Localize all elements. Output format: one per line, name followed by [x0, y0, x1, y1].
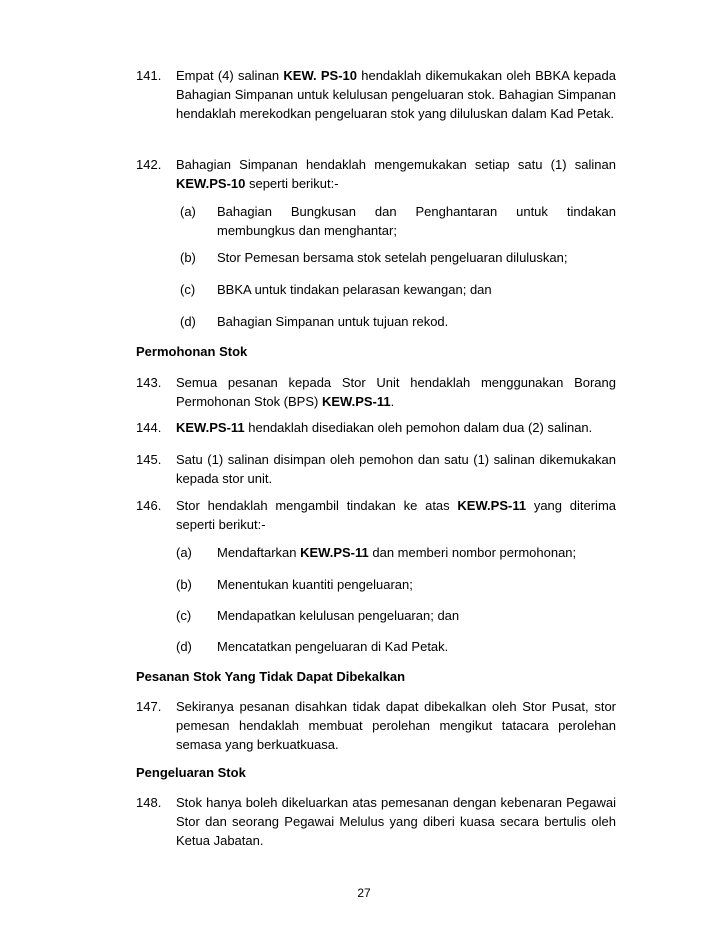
- list-item: (a) Mendaftarkan KEW.PS-11 dan memberi nombor permohonan;: [176, 545, 577, 560]
- section-heading: Pengeluaran Stok: [136, 765, 246, 780]
- paragraph-text: Satu (1) salinan disimpan oleh pemohon dan satu (1) salinan dikemukakan kepada stor unit.: [176, 452, 616, 486]
- paragraph-148: [136, 793, 616, 850]
- list-item: (a) Bahagian Bungkusan dan Penghantaran untuk tindakan membungkus dan menghantar;: [180, 204, 616, 238]
- paragraph-142: [136, 155, 616, 193]
- paragraph-147: [136, 697, 616, 754]
- paragraph-number: 147.: [136, 699, 162, 714]
- section-heading: Pesanan Stok Yang Tidak Dapat Dibekalkan: [136, 669, 406, 684]
- paragraph-number: 142.: [136, 157, 162, 172]
- paragraph-number: 148.: [136, 795, 162, 810]
- paragraph-text: Sekiranya pesanan disahkan tidak dapat dibekalkan oleh Stor Pusat, stor pemesan hendaklah membuat perolehan mengikut tatacara perolehan semasa yang berkuatkuasa.: [176, 699, 616, 752]
- paragraph-text: Semua pesanan kepada Stor Unit hendaklah menggunakan Borang Permohonan Stok (BPS) KEW.PS-11.: [176, 375, 616, 409]
- paragraph-145: [136, 450, 616, 488]
- paragraph-number: 146.: [136, 498, 162, 513]
- list-item: (d) Mencatatkan pengeluaran di Kad Petak.: [176, 639, 449, 654]
- list-item: (b) Stor Pemesan bersama stok setelah pengeluaran diluluskan;: [180, 250, 568, 265]
- paragraph-number: 144.: [136, 420, 162, 435]
- paragraph-144: [136, 418, 616, 437]
- paragraph-text: Stok hanya boleh dikeluarkan atas pemesanan dengan kebenaran Pegawai Stor dan seorang Pegawai Melulus yang diberi kuasa secara bertulis oleh Ketua Jabatan.: [176, 795, 616, 848]
- paragraph-text: Stor hendaklah mengambil tindakan ke atas KEW.PS-11 yang diterima seperti berikut:-: [176, 498, 617, 532]
- paragraph-text: Bahagian Simpanan hendaklah mengemukakan setiap satu (1) salinan KEW.PS-10 seperti berikut:-: [176, 157, 616, 191]
- list-item: (d) Bahagian Simpanan untuk tujuan rekod.: [180, 314, 449, 329]
- paragraph-143: [136, 373, 616, 411]
- paragraph-number: 145.: [136, 452, 162, 467]
- paragraph-number: 143.: [136, 375, 162, 390]
- paragraph-text: Empat (4) salinan KEW. PS-10 hendaklah dikemukakan oleh BBKA kepada Bahagian Simpanan untuk kelulusan pengeluaran stok. Bahagian Simpanan hendaklah merekodkan pengeluaran stok yang diluluskan dalam Kad Petak.: [176, 68, 616, 121]
- list-item: (c) BBKA untuk tindakan pelarasan kewangan; dan: [180, 282, 492, 297]
- list-item: (c) Mendapatkan kelulusan pengeluaran; dan: [176, 608, 460, 623]
- paragraph-text: KEW.PS-11 hendaklah disediakan oleh pemohon dalam dua (2) salinan.: [176, 420, 593, 435]
- paragraph-number: 141.: [136, 68, 162, 83]
- page-number: 27: [357, 886, 371, 900]
- paragraph-146: [136, 496, 616, 534]
- section-heading: Permohonan Stok: [136, 344, 248, 359]
- list-item: (b) Menentukan kuantiti pengeluaran;: [176, 577, 413, 592]
- paragraph-141: [136, 66, 616, 123]
